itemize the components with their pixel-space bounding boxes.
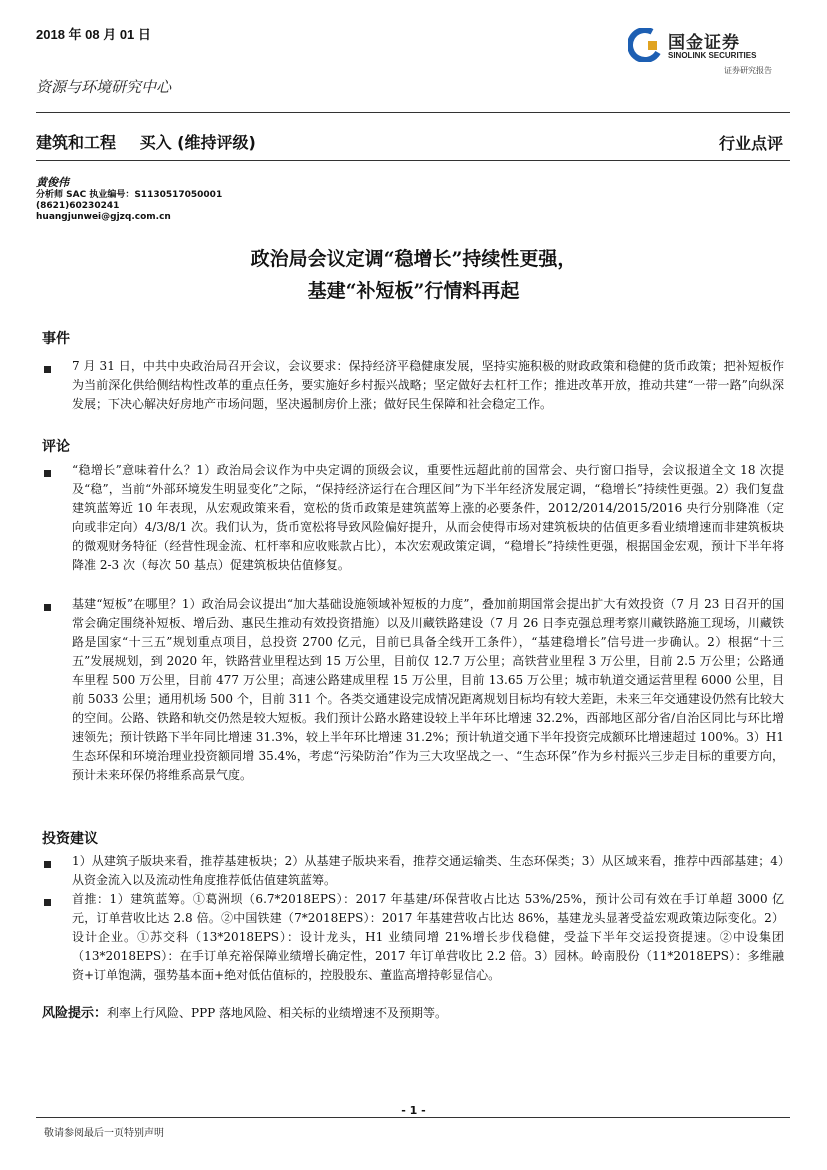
research-center: 资源与环境研究中心 (36, 78, 172, 96)
comment-paragraph-2: 基建“短板”在哪里？1）政治局会议提出“加大基础设施领域补短板的力度”，叠加前期国常会提出扩大有效投资（7 月 23 日召开的国常会确定围绕补短板、增后劲、惠民生推动有效投资措施）以及川藏铁路建设（7 月 26 日李克强总理考察川藏铁路施工现场，川藏铁路是国家“十三五”规划重点项目，总投资 2700 亿元，目前已具备全线开工条件），“基建稳增长”信号进一步确认。2）根据“十三五”发展规划，到 2020 年，铁路营业里程达到 15 万公里，目前仅 12.7 万公里；高铁营业里程 3 万公里，目前 2.5 万公里；公路通车里程 500 万公里，目前 477 万公里；高速公路建成里程 15 万公里，目前 13.65 万公里；城市轨道交通运营里程 6000 公里，目前 5033 公里；通用机场 500 个，目前 311 个。各类交通建设完成情况距离规划目标均有较大差距，未来三年交通建设仍然有比较大的空间。公路、铁路和轨交仍然是较大短板。我们预计公路水路建设较上半年环比增速 32.2%，西部地区部分省/自治区同比与环比增速领先；预计铁路下半年同比增速 31.3%，较上半年环比增速 31.2%；预计轨道交通下半年投资完成额环比增速超过 100%。3）H1 生态环保和环境治理业投资额同增 35.4%，考虑“污染防治”作为三大攻坚战之一、“生态环保”作为乡村振兴三步走目标的重要方向，预计未来环保仍将维系高景气度。 (72, 597, 784, 782)
advice-paragraph-1: 1）从建筑子版块来看，推荐基建板块；2）从基建子版块来看，推荐交通运输类、生态环保类；3）从区域来看，推荐中西部基建；4）从资金流入以及流动性角度推荐低估值建筑蓝筹。 (72, 854, 784, 887)
risk-notice (42, 1004, 784, 1023)
section-event-heading: 事件 (42, 331, 70, 347)
bullet-icon (44, 366, 51, 373)
brand-name-en: SINOLINK SECURITIES (668, 51, 757, 60)
bullet-icon (44, 604, 51, 611)
rating: 买入 (维持评级) (139, 133, 256, 152)
section-comment-heading: 评论 (42, 439, 70, 455)
advice-paragraph-2: 首推：1）建筑蓝筹。①葛洲坝（6.7*2018EPS）：2017 年基建/环保营收占比达 53%/25%，预计公司有效在手订单超 3000 亿元，订单营收比达 2.8 倍。②中国铁建（7*2018EPS）：2017 年基建营收占比达 86%，基建龙头显著受益宏观政策边际变化。2）设计企业。①苏交科（13*2018EPS）：设计龙头，H1 业绩同增 21%增长步伐稳健，受益下半年交运投资提速。②中设集团（13*2018EPS）：在手订单充裕保障业绩增长确定性，2017 年订单营收比 2.2 倍。3）园林。岭南股份（11*2018EPS）：多维融资+订单饱满，强势基本面+绝对低估值标的，控股股东、董监高增持彰显信心。 (72, 892, 784, 982)
report-date: 2018 年 08 月 01 日 (36, 27, 151, 42)
event-paragraph: 7 月 31 日，中共中央政治局召开会议，会议要求：保持经济平稳健康发展，坚持实施积极的财政政策和稳健的货币政策；把补短板作为当前深化供给侧结构性改革的重点任务，要实施好乡村振兴战略；坚定做好去杠杆工作；推进改革开放，推动共建“一带一路”向纵深发展；下决心解决好房地产市场问题，坚决遏制房价上涨；做好民生保障和社会稳定工作。 (72, 359, 784, 411)
section-advice-heading: 投资建议 (42, 831, 98, 847)
sector-divider (36, 160, 790, 161)
sector-name: 建筑和工程 (36, 133, 117, 152)
page-number-text: - 1 - (395, 1104, 431, 1117)
report-title (0, 243, 827, 307)
report-type: 行业点评 (718, 134, 783, 153)
brand-logo (628, 24, 808, 76)
bullet-icon (44, 899, 51, 906)
brand-name-cn: 国金证券 (668, 33, 740, 53)
risk-label: 风险提示： (42, 1006, 108, 1021)
disclaimer-note: 敬请参阅最后一页特别声明 (44, 1128, 164, 1139)
title-line-2: 基建“补短板”行情料再起 (307, 280, 520, 302)
header-divider (36, 112, 790, 113)
risk-text: 利率上行风险、PPP 落地风险、相关标的业绩增速不及预期等。 (107, 1006, 448, 1020)
comment-paragraph-1: “稳增长”意味着什么？1）政治局会议作为中央定调的顶级会议，重要性远超此前的国常会、央行窗口指导，会议报道全文 18 次提及“稳”，当前“外部环境发生明显变化”之际，“保持经济运行在合理区间”为下半年经济发展定调，“稳增长”持续性更强。2）我们复盘建筑蓝筹近 10 年表现，从宏观政策来看，宽松的货币政策是建筑蓝筹上涨的必要条件，2012/2014/2015/2016 央行分别降准（定向或非定向）4/3/8/1 次。我们认为，货币宽松将导致风险偏好提升，从而会使得市场对建筑板块的估值更多看业绩增速而非建筑板块的微观财务特征（经营性现金流、杠杆率和应收账款占比），本次宏观政策定调，“稳增长”持续性更强，根据国金宏观，预计下半年将降准 2-3 次（每次 50 基点）促建筑板块估值修复。 (72, 463, 784, 572)
analyst-phone: (8621)60230241 (36, 201, 120, 211)
bullet-icon (44, 470, 51, 477)
sinolink-logo-icon (628, 28, 662, 62)
bullet-icon (44, 861, 51, 868)
analyst-name: 黄俊伟 (36, 176, 69, 189)
analyst-block (36, 177, 222, 223)
analyst-email: huangjunwei@gjzq.com.cn (36, 212, 171, 222)
sector-rating-line (36, 130, 274, 153)
footer-divider (36, 1117, 790, 1118)
page-number (0, 1104, 827, 1117)
analyst-license: 分析师 SAC 执业编号：S1130517050001 (36, 190, 223, 200)
title-line-1: 政治局会议定调“稳增长”持续性更强， (250, 248, 577, 270)
brand-subtitle: 证券研究报告 (724, 66, 772, 75)
